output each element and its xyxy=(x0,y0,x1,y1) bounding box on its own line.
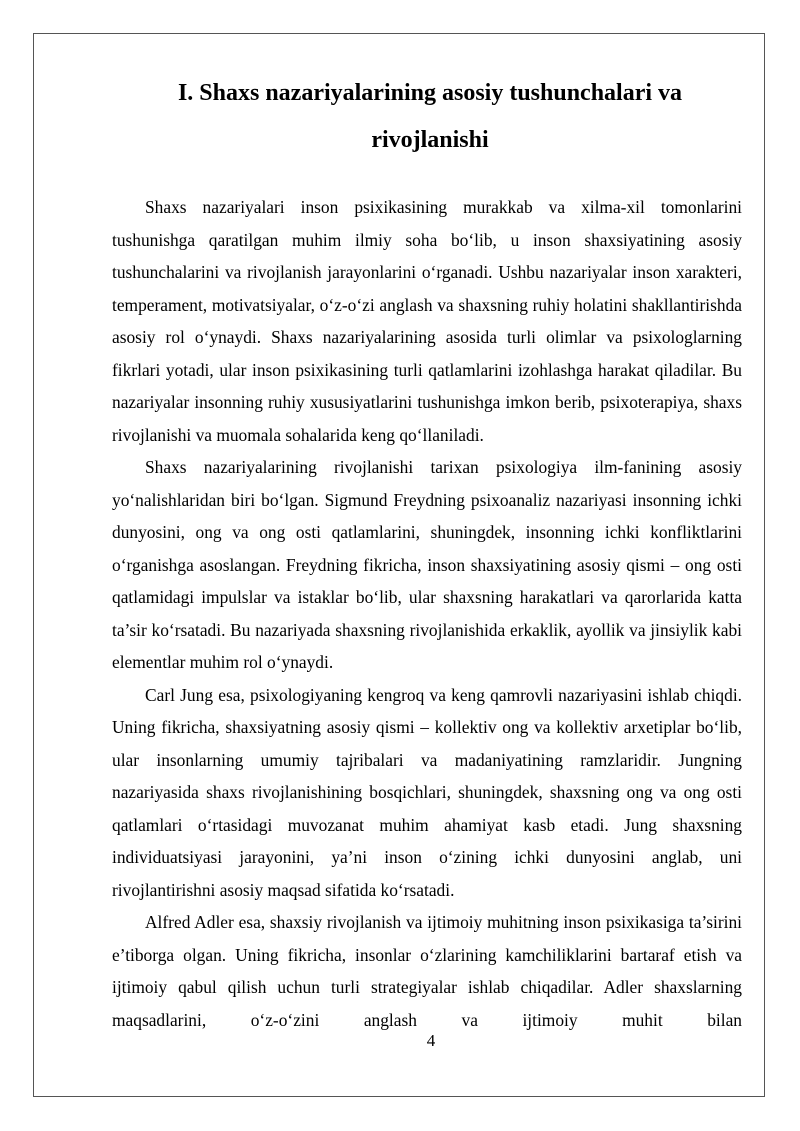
body-text xyxy=(112,191,742,1036)
paragraph-3: Carl Jung esa, psixologiyaning kengroq va keng qamrovli nazariyasini ishlab chiqdi. Uning fikricha, shaxsiyatning asosiy qismi – kollektiv ong va kollektiv arxetiplar bo‘lib, ular insonlarning umumiy tajribalari va madaniyatining ramzlaridir. Jungning nazariyasida shaxs rivojlanishining bosqichlari, shuningdek, shaxsning ong va ong osti qatlamlari o‘rtasidagi muvozanat muhim ahamiyat kasb etadi. Jung shaxsning individuatsiyasi jarayonini, ya’ni inson o‘zining ichki dunyosini anglab, uni rivojlantirishni asosiy maqsad sifatida ko‘rsatadi. xyxy=(112,684,742,900)
paragraph-2: Shaxs nazariyalarining rivojlanishi tarixan psixologiya ilm-fanining asosiy yo‘nalishlaridan biri bo‘lgan. Sigmund Freydning psixoanaliz nazariyasi insonning ichki dunyosini, ong va ong osti qatlamlarini, shuningdek, insonning ichki konfliktlarini o‘rganishga asoslangan. Freydning fikricha, inson shaxsiyatining asosiy qismi – ong osti qatlamidagi impulslar va istaklar bo‘lib, ular shaxsning harakatlari va qarorlarida katta ta’sir ko‘rsatadi. Bu nazariyada shaxsning rivojlanishida erkaklik, ayollik va jinsiylik kabi elementlar muhim rol o‘ynaydi. xyxy=(112,457,742,672)
paragraph-4: Alfred Adler esa, shaxsiy rivojlanish va ijtimoiy muhitning inson psixikasiga ta’sirini e’tiborga olgan. Uning fikricha, insonlar o‘zlarining kamchiliklarini bartaraf etish va ijtimoiy qabul qilish uchun turli strategiyalar ishlab chiqadilar. Adler shaxslarning maqsadlarini, o‘z-o‘zini anglash va ijtimoiy muhit bilan xyxy=(112,912,742,1030)
paragraph-1: Shaxs nazariyalari inson psixikasining murakkab va xilma-xil tomonlarini tushunishga qaratilgan muhim ilmiy soha bo‘lib, u inson shaxsiyatining asosiy tushunchalarini va rivojlanish jarayonlarini o‘rganadi. Ushbu nazariyalar inson xarakteri, temperament, motivatsiyalar, o‘z-o‘zi anglash va shaxsning ruhiy holatini shakllantirishda asosiy rol o‘ynaydi. Shaxs nazariyalarining asosida turli olimlar va psixologlarning fikrlari yotadi, ular inson psixikasining turli qatlamlarini izohlashga harakat qiladilar. Bu nazariyalar insonning ruhiy xususiyatlarini tushunishga imkon berib, psixoterapiya, shaxs rivojlanishi va muomala sohalarida keng qo‘llaniladi. xyxy=(112,197,742,445)
section-heading-line-2: rivojlanishi xyxy=(371,127,489,153)
section-heading-line-1: I. Shaxs nazariyalarining asosiy tushunchalari va xyxy=(177,80,683,106)
page-number: 4 xyxy=(426,1031,436,1050)
